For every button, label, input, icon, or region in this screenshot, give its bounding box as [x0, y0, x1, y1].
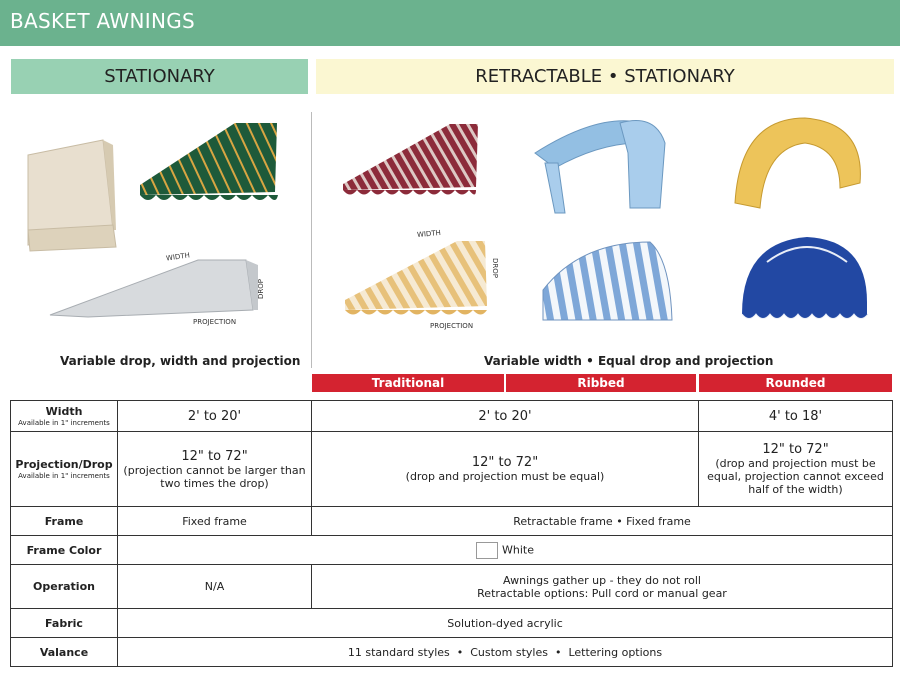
stationary-striped-awning-image — [135, 120, 280, 205]
table-cell: 2' to 20' — [118, 401, 312, 432]
cell-line: Awnings gather up - they do not roll — [503, 573, 701, 587]
table-row — [11, 638, 893, 667]
retractable-caption: Variable width • Equal drop and projection — [484, 354, 774, 368]
section-divider — [311, 112, 312, 368]
ribbed-folded-awning-image — [530, 113, 675, 218]
rounded-dome-awning-image — [737, 232, 872, 327]
stationary-band: STATIONARY — [11, 59, 308, 94]
table-cell — [312, 432, 699, 507]
row-label-text: Valance — [11, 638, 118, 667]
page-title: BASKET AWNINGS — [10, 9, 196, 33]
table-cell — [312, 565, 893, 609]
cell-value: White — [502, 543, 534, 556]
table-row — [11, 432, 893, 507]
ribbed-striped-awning-image — [540, 240, 675, 325]
table-row — [11, 609, 893, 638]
rounded-folded-awning-image — [730, 113, 870, 218]
table-row — [11, 401, 893, 432]
table-row — [11, 507, 893, 536]
drop-label: DROP — [257, 279, 265, 299]
row-label-text: Width — [45, 405, 83, 418]
drop-label-retractable: DROP — [491, 258, 499, 278]
row-label-text: Frame Color — [11, 536, 118, 565]
stationary-diagram-awning-image — [48, 255, 263, 325]
table-row — [11, 536, 893, 565]
table-cell: N/A — [118, 565, 312, 609]
style-ribbed: Ribbed — [506, 374, 696, 392]
style-traditional: Traditional — [312, 374, 504, 392]
row-label-note: Available in 1" increments — [18, 472, 110, 480]
table-cell: 4' to 18' — [699, 401, 893, 432]
projection-label-retractable: PROJECTION — [430, 322, 474, 330]
table-cell: 2' to 20' — [312, 401, 699, 432]
row-label-note: Available in 1" increments — [18, 419, 110, 427]
table-cell: Retractable frame • Fixed frame — [312, 507, 893, 536]
traditional-striped-awning-image — [340, 122, 480, 202]
specs-table — [10, 400, 893, 667]
width-label: WIDTH — [165, 251, 191, 263]
table-cell: Solution-dyed acrylic — [118, 609, 893, 638]
stationary-caption: Variable drop, width and projection — [60, 354, 301, 368]
retractable-band: RETRACTABLE • STATIONARY — [316, 59, 894, 94]
cell-note: (projection cannot be larger than two times the drop) — [123, 463, 306, 490]
cell-note: (drop and projection must be equal, projection cannot exceed half of the width) — [707, 457, 884, 496]
row-label-text: Projection/Drop — [15, 458, 113, 471]
row-label — [11, 401, 118, 432]
row-label — [11, 432, 118, 507]
table-cell — [699, 432, 893, 507]
cell-value: 12" to 72" — [762, 442, 829, 457]
width-label-retractable: WIDTH — [416, 228, 442, 240]
cell-line: Retractable options: Pull cord or manual gear — [477, 586, 727, 600]
table-cell: 11 standard styles • Custom styles • Lettering options — [118, 638, 893, 667]
projection-label: PROJECTION — [193, 318, 237, 326]
stationary-closed-awning-image — [18, 135, 118, 255]
traditional-diagram-awning-image — [342, 238, 492, 323]
cell-value: 12" to 72" — [181, 448, 248, 464]
table-cell — [118, 432, 312, 507]
table-cell: Fixed frame — [118, 507, 312, 536]
table-row — [11, 565, 893, 609]
table-cell — [118, 536, 893, 565]
white-color-swatch — [476, 542, 498, 559]
cell-value: 12" to 72" — [471, 455, 539, 470]
row-label-text: Frame — [11, 507, 118, 536]
row-label-text: Fabric — [11, 609, 118, 638]
page-header — [0, 0, 900, 46]
row-label-text: Operation — [11, 565, 118, 609]
style-rounded: Rounded — [699, 374, 892, 392]
cell-note: (drop and projection must be equal) — [405, 470, 605, 483]
